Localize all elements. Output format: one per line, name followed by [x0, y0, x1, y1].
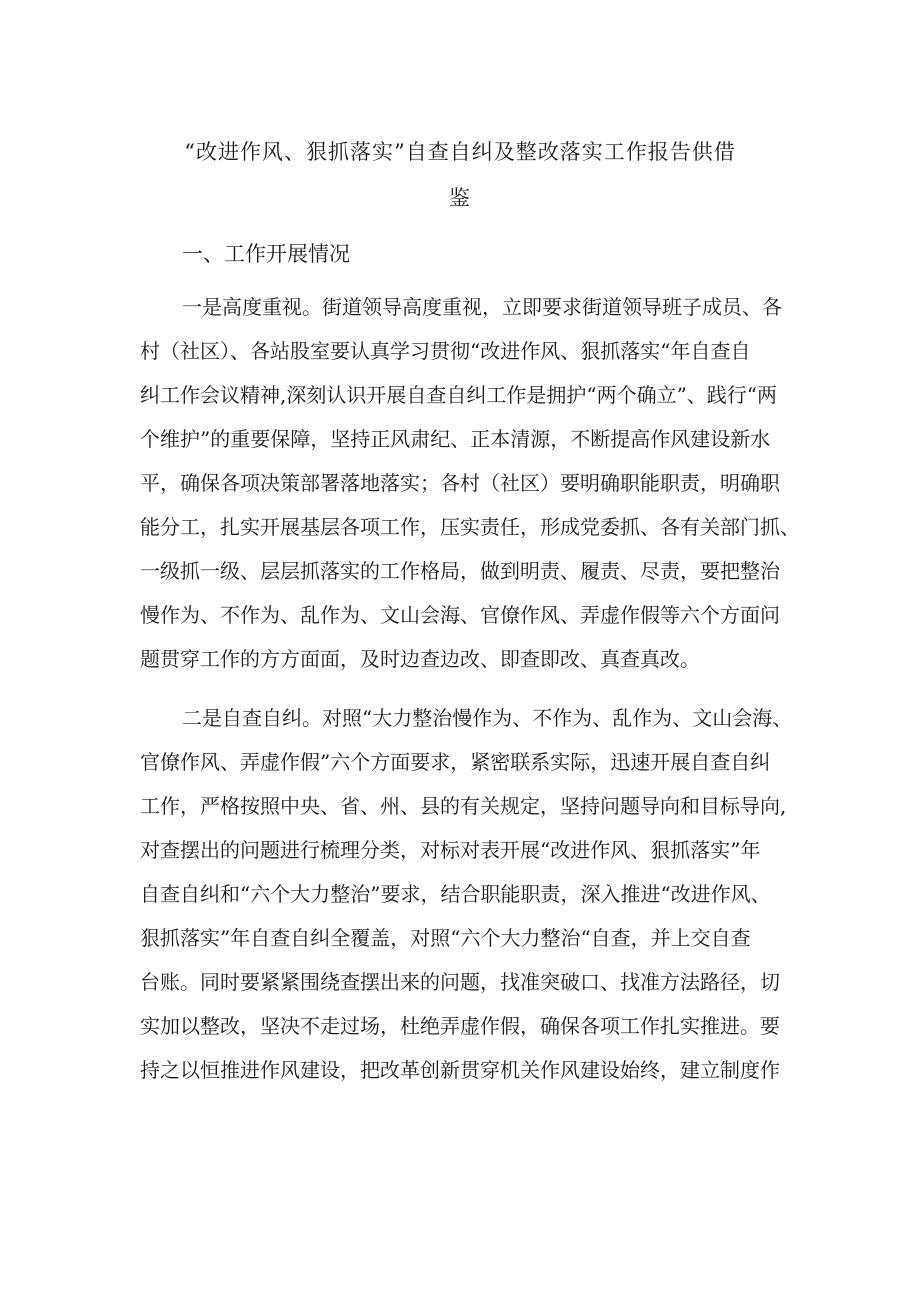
paragraph-2-line: 台账。同时要紧紧围绕查摆出来的问题，找准突破口、找准方法路径，切	[140, 970, 780, 994]
paragraph-1-line: 一级抓一级、层层抓落实的工作格局，做到明责、履责、尽责，要把整治	[140, 559, 780, 583]
paragraph-1-line: 能分工，扎实开展基层各项工作，压实责任，形成党委抓、各有关部门抓、	[140, 515, 800, 539]
paragraph-1-line: 一是高度重视。街道领导高度重视，立即要求街道领导班子成员、各	[182, 295, 782, 319]
paragraph-2-line: 对查摆出的问题进行梳理分类，对标对表开展“改进作风、狠抓落实”年	[140, 838, 761, 862]
paragraph-2-line: 狠抓落实”年自查自纠全覆盖，对照“六个大力整治“自查，并上交自查	[140, 926, 751, 950]
paragraph-2-line: 二是自查自纠。对照“大力整治慢作为、不作为、乱作为、文山会海、	[182, 706, 793, 730]
paragraph-1-line: 慢作为、不作为、乱作为、文山会海、官僚作风、弄虚作假等六个方面问	[140, 603, 780, 627]
paragraph-1-line: 题贯穿工作的方方面面，及时边查边改、即查即改、真查真改。	[140, 647, 700, 671]
document-title-line-1: “改进作风、狠抓落实”自查自纠及整改落实工作报告供借	[184, 140, 736, 164]
paragraph-1-line: 村（社区）、各站股室要认真学习贯彻“改进作风、狠抓落实“年自查自	[140, 339, 751, 363]
paragraph-1-line: 个维护”的重要保障，坚持正风肃纪、正本清源，不断提高作风建设新水	[140, 427, 771, 451]
paragraph-2-line: 官僚作风、弄虚作假”六个方面要求，紧密联系实际，迅速开展自查自纠	[140, 750, 771, 774]
paragraph-2-line: 实加以整改，坚决不走过场，杜绝弄虚作假，确保各项工作扎实推进。要	[140, 1014, 780, 1038]
paragraph-2-line: 自查自纠和“六个大力整治”要求，结合职能职责，深入推进“改进作风、	[140, 882, 771, 906]
paragraph-1-line: 平，确保各项决策部署落地落实；各村（社区）要明确职能职责，明确职	[140, 471, 780, 495]
document-title-line-2: 鉴	[449, 186, 471, 210]
section-heading: 一、工作开展情况	[182, 242, 350, 266]
paragraph-2-line: 持之以恒推进作风建设，把改革创新贯穿机关作风建设始终，建立制度作	[140, 1058, 780, 1082]
paragraph-1-line: 纠工作会议精神,深刻认识开展自查自纠工作是拥护“两个确立”、践行“两	[140, 383, 778, 407]
paragraph-2-line: 工作，严格按照中央、省、州、县的有关规定，坚持问题导向和目标导向,	[140, 794, 787, 818]
